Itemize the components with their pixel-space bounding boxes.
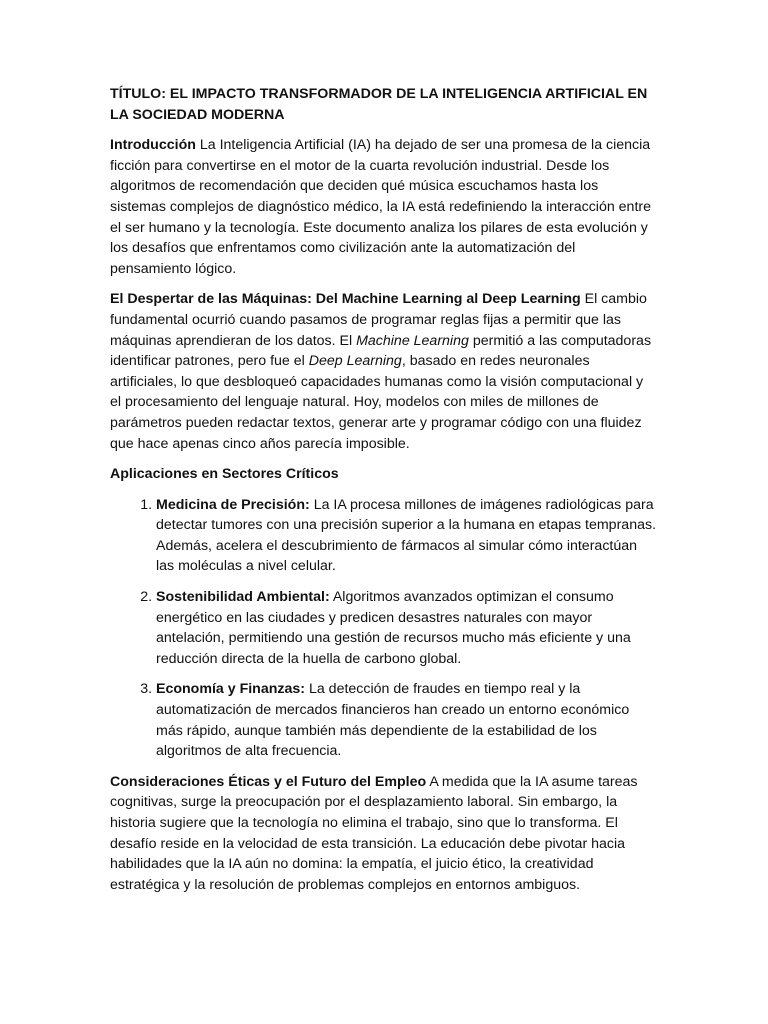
list-item-label: Sostenibilidad Ambiental: <box>156 589 330 606</box>
list-item-medicine <box>156 495 658 577</box>
deep-learning-term: Deep Learning <box>308 353 402 370</box>
section-machines-text-c: , basado en redes neuronales artificiales, lo que desbloqueó capacidades humanas como la visión computacional y el procesamiento del lenguaje natural. Hoy, modelos con miles de millones de parámetros pueden redactar textos, generar arte y programar código con una fluidez que hace apenas cinco años parecía imposible. <box>110 353 644 452</box>
section-applications-heading: Aplicaciones en Sectores Críticos <box>110 466 339 483</box>
section-machines-paragraph <box>110 289 658 454</box>
section-ethics-text: A medida que la IA asume tareas cognitivas, surge la preocupación por el desplazamiento laboral. Sin embargo, la historia sugiere que la tecnología no elimina el trabajo, sino que lo transforma. El desafío reside en la velocidad de esta transición. La educación debe pivotar hacia habilidades que la IA aún no domina: la empatía, el juicio ético, la creatividad estratégica y la resolución de problemas complejos en entornos ambiguos. <box>110 773 638 893</box>
list-item-text: Algoritmos avanzados optimizan el consumo energético en las ciudades y predicen desastres naturales con mayor antelación, permitiendo una gestión de recursos mucho más eficiente y una reducción directa de la huella de carbono global. <box>156 589 631 667</box>
intro-paragraph <box>110 135 658 279</box>
list-item-label: Economía y Finanzas: <box>156 681 306 698</box>
section-ethics-heading: Consideraciones Éticas y el Futuro del Empleo <box>110 773 427 790</box>
document-title: TÍTULO: EL IMPACTO TRANSFORMADOR DE LA INTELIGENCIA ARTIFICIAL EN LA SOCIEDAD MODERNA <box>110 86 648 123</box>
list-item-label: Medicina de Precisión: <box>156 496 310 513</box>
section-machines-text-a: El cambio fundamental ocurrió cuando pasamos de programar reglas fijas a permitir que las máquinas aprendieran de los datos. El <box>110 291 647 349</box>
machine-learning-term: Machine Learning <box>356 332 469 349</box>
intro-text: La Inteligencia Artificial (IA) ha dejado de ser una promesa de la ciencia ficción para convertirse en el motor de la cuarta revolución industrial. Desde los algoritmos de recomendación que deciden qué música escuchamos hasta los sistemas complejos de diagnóstico médico, la IA está redefiniendo la interacción entre el ser humano y la tecnología. Este documento analiza los pilares de esta evolución y los desafíos que enfrentamos como civilización ante la automatización del pensamiento lógico. <box>110 137 652 277</box>
document-page <box>110 84 658 905</box>
applications-list <box>110 495 658 762</box>
list-item-text: La IA procesa millones de imágenes radiológicas para detectar tumores con una precisión superior a la humana en etapas tempranas. Además, acelera el descubrimiento de fármacos al simular cómo interactúan las moléculas a nivel celular. <box>156 496 657 575</box>
section-machines-heading: El Despertar de las Máquinas: Del Machine Learning al Deep Learning <box>110 291 581 308</box>
section-ethics-paragraph <box>110 772 658 896</box>
list-item-text: La detección de fraudes en tiempo real y la automatización de mercados financieros han creado un entorno económico más rápido, aunque también más dependiente de la estabilidad de los algoritmos de alta frecuencia. <box>156 681 630 760</box>
section-machines-text-b: permitió a las computadoras identificar patrones, pero fue el <box>110 332 652 370</box>
list-item-economy <box>156 679 658 761</box>
intro-heading: Introducción <box>110 137 196 154</box>
list-item-sustainability <box>156 587 658 669</box>
